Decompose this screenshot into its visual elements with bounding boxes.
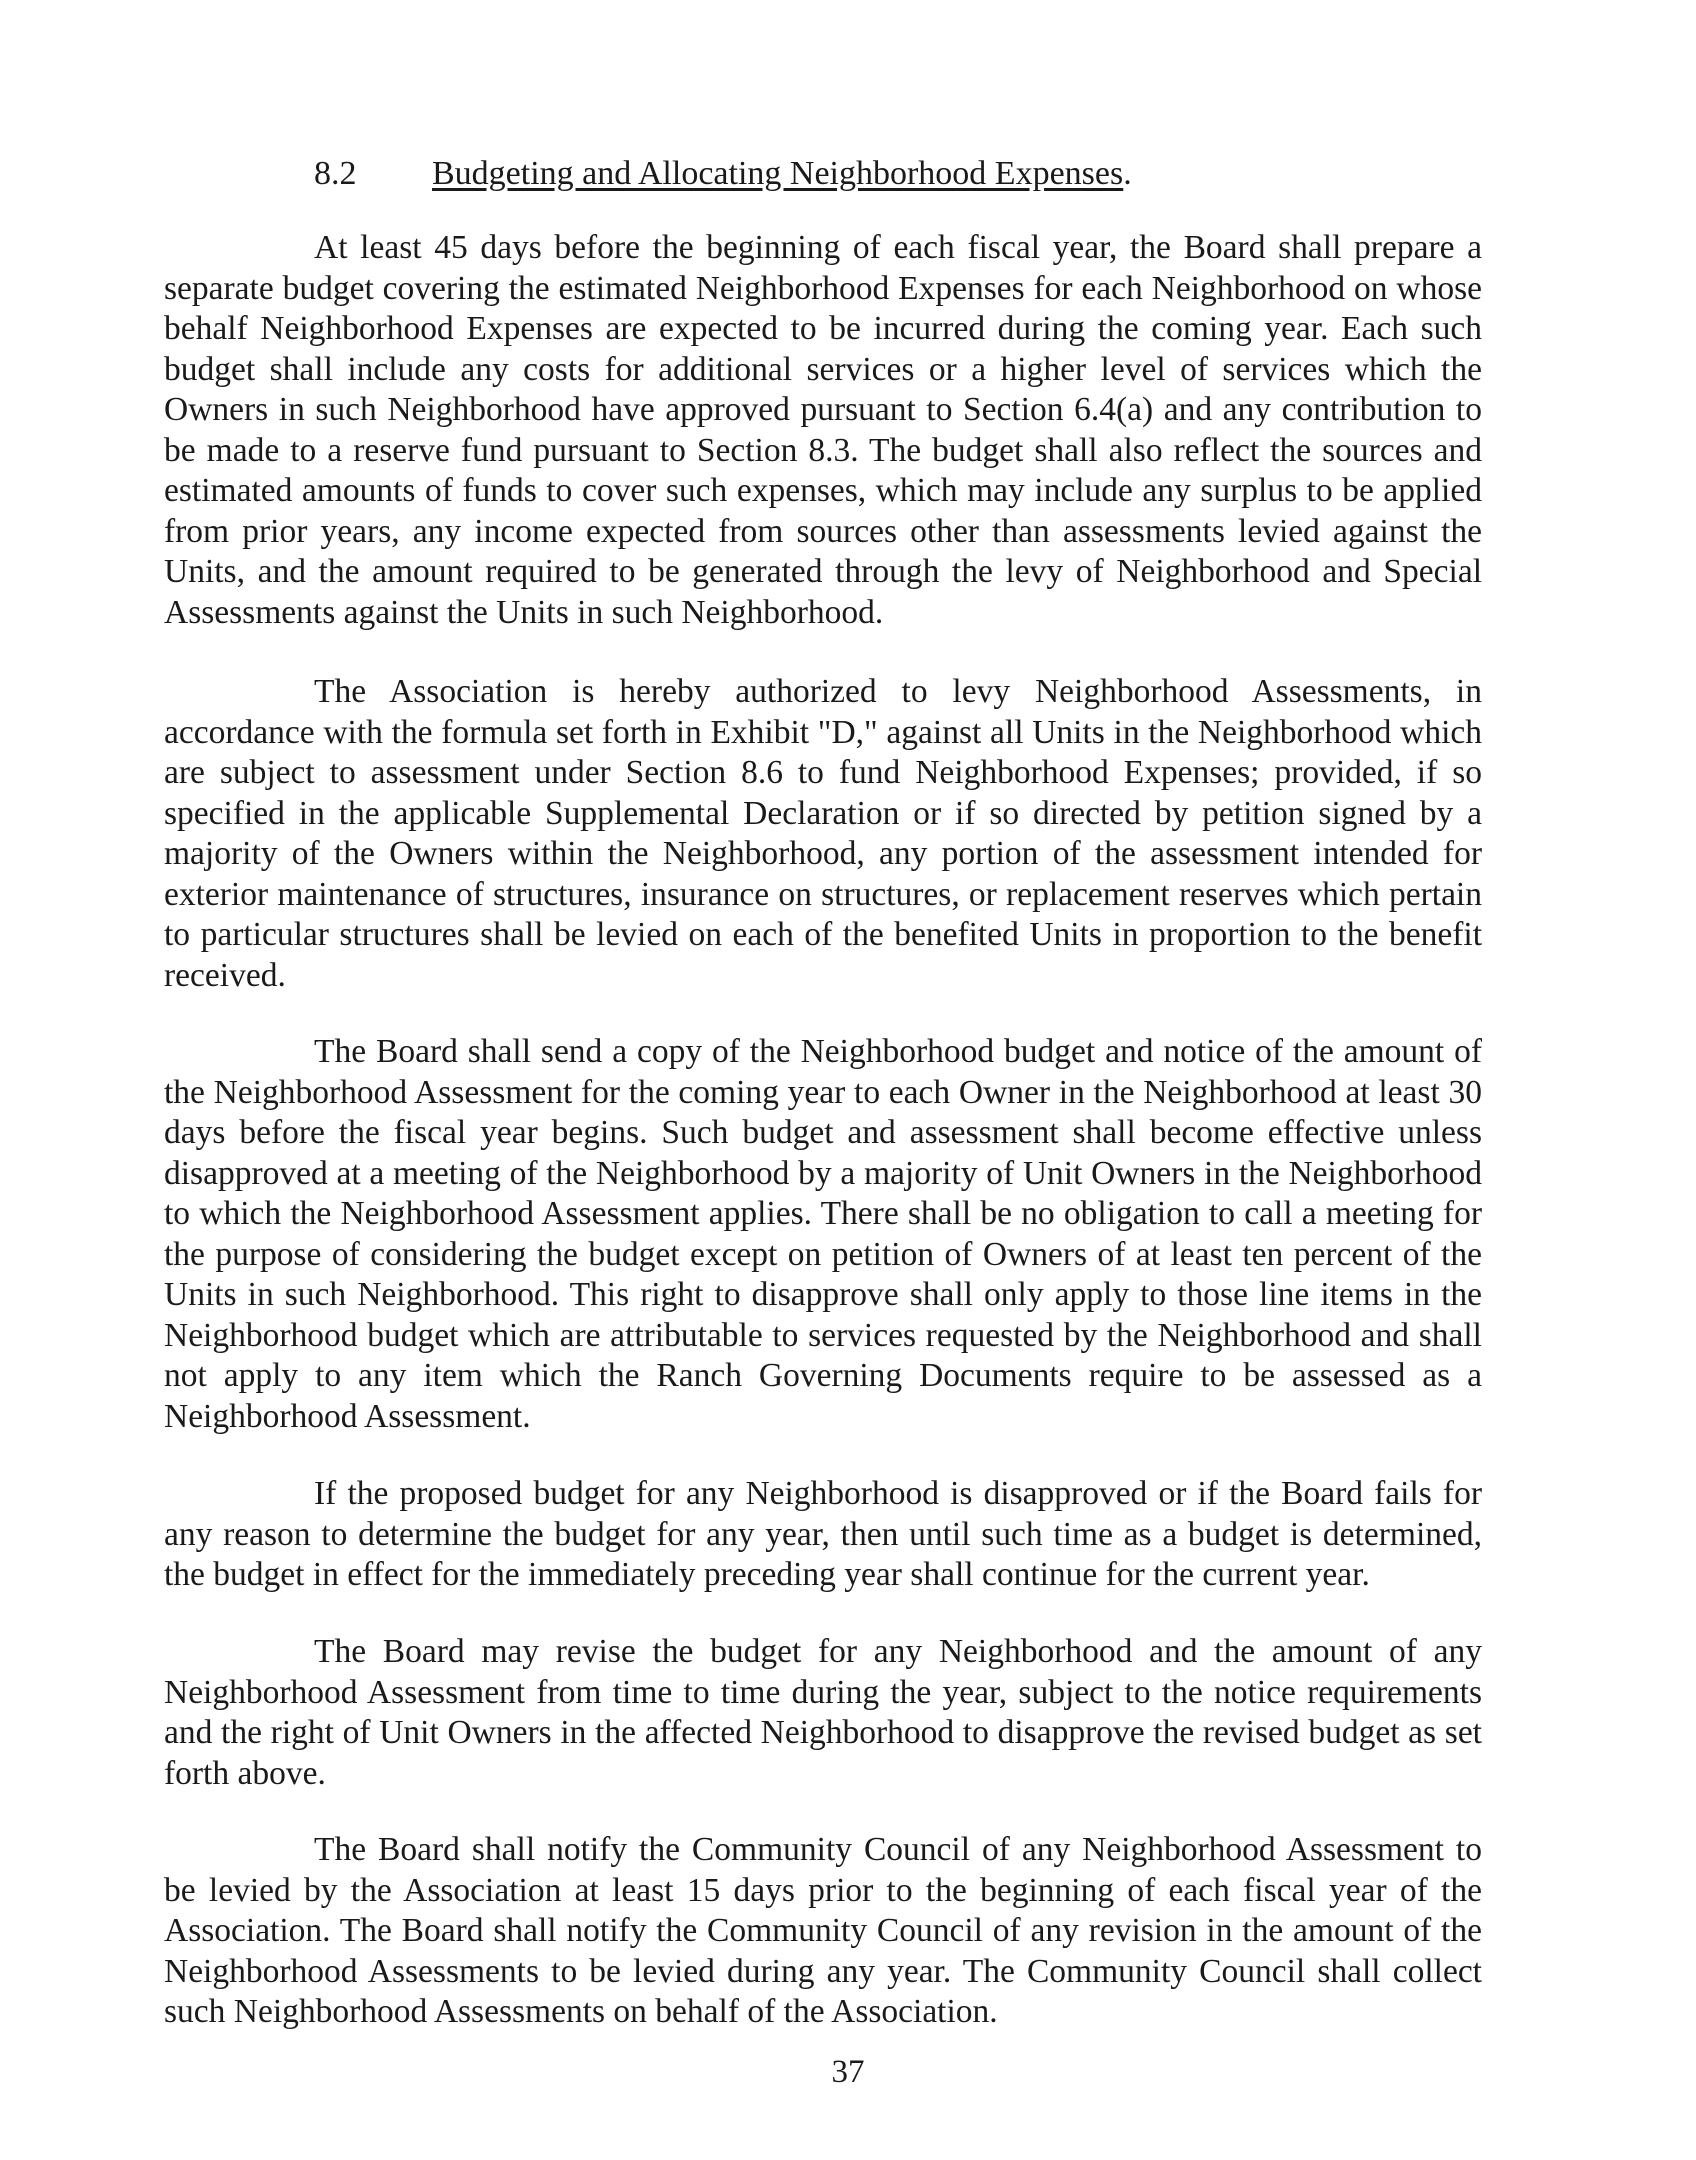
section-number: 8.2 (314, 155, 357, 192)
section-title-period: . (1123, 155, 1132, 192)
section-title: Budgeting and Allocating Neighborhood Expenses (432, 155, 1124, 192)
page-number: 37 (831, 2054, 865, 2090)
paragraph-budget-revision: The Board may revise the budget for any Neighborhood and the amount of any Neighborhood Assessment from time to time during the year, subject to the notice requirements and the right of Unit Owners in the affected Neighborhood to disapprove the revised budget as set forth above. (164, 1633, 1482, 1792)
paragraph-levy-authorization: The Association is hereby authorized to levy Neighborhood Assessments, in accordance with the formula set forth in Exhibit "D," against all Units in the Neighborhood which are subject to assessment under Section 8.6 to fund Neighborhood Expenses; provided, if so specified in the applicable Supplemental Declaration or if so directed by petition signed by a majority of the Owners within the Neighborhood, any portion of the assessment intended for exterior maintenance of structures, insurance on structures, or replacement reserves which pertain to particular structures shall be levied on each of the benefited Units in proportion to the benefit received. (164, 673, 1482, 994)
section-heading (314, 152, 1132, 196)
paragraph-budget-notice: The Board shall send a copy of the Neighborhood budget and notice of the amount of the Neighborhood Assessment for the coming year to each Owner in the Neighborhood at least 30 days before the fiscal year begins. Such budget and assessment shall become effective unless disapproved at a meeting of the Neighborhood by a majority of Unit Owners in the Neighborhood to which the Neighborhood Assessment applies. There shall be no obligation to call a meeting for the purpose of considering the budget except on petition of Owners of at least ten percent of the Units in such Neighborhood. This right to disapprove shall only apply to those line items in the Neighborhood budget which are attributable to services requested by the Neighborhood and shall not apply to any item which the Ranch Governing Documents require to be assessed as a Neighborhood Assessment. (164, 1033, 1482, 1435)
paragraph-budget-disapproval: If the proposed budget for any Neighborhood is disapproved or if the Board fails for any reason to determine the budget for any year, then until such time as a budget is determined, the budget in effect for the immediately preceding year shall continue for the current year. (164, 1475, 1482, 1593)
paragraph-budget-preparation: At least 45 days before the beginning of each fiscal year, the Board shall prepare a separate budget covering the estimated Neighborhood Expenses for each Neighborhood on whose behalf Neighborhood Expenses are expected to be incurred during the coming year. Each such budget shall include any costs for additional services or a higher level of services which the Owners in such Neighborhood have approved pursuant to Section 6.4(a) and any contribution to be made to a reserve fund pursuant to Section 8.3. The budget shall also reflect the sources and estimated amounts of funds to cover such expenses, which may include any surplus to be applied from prior years, any income expected from sources other than assessments levied against the Units, and the amount required to be generated through the levy of Neighborhood and Special Assessments against the Units in such Neighborhood. (164, 229, 1482, 631)
paragraph-community-council-notice: The Board shall notify the Community Council of any Neighborhood Assessment to be levied by the Association at least 15 days prior to the beginning of each fiscal year of the Association. The Board shall notify the Community Council of any revision in the amount of the Neighborhood Assessments to be levied during any year. The Community Council shall collect such Neighborhood Assessments on behalf of the Association. (164, 1831, 1482, 2030)
